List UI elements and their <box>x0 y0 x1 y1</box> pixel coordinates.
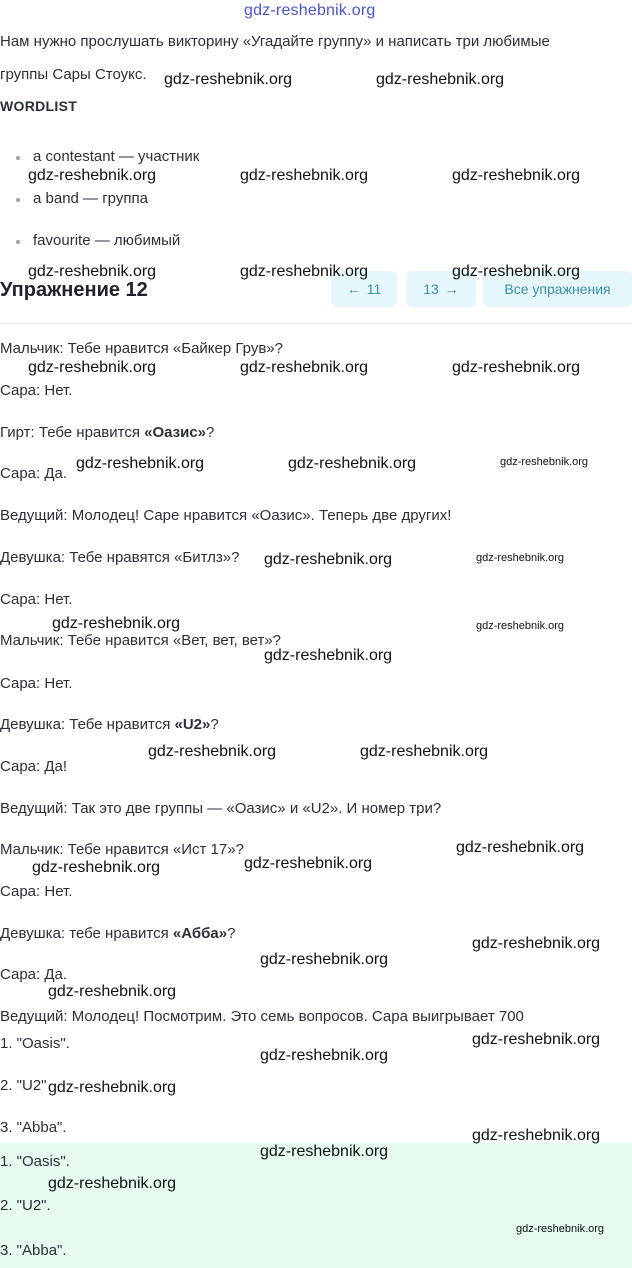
watermark: gdz-reshebnik.org <box>28 263 157 280</box>
watermark: gdz-reshebnik.org <box>240 359 369 376</box>
dialogue-line: 1. "Oasis". <box>0 1035 70 1052</box>
dialogue-line: 3. "Abba". <box>0 1119 67 1136</box>
dialogue-line: Девушка: тебе нравится «Абба»? <box>0 925 236 942</box>
answer-box <box>0 1143 632 1268</box>
watermark: gdz-reshebnik.org <box>164 71 293 88</box>
bullet-icon <box>16 198 20 202</box>
watermark: gdz-reshebnik.org <box>360 743 489 760</box>
intro-line-2: группы Сары Стоукс. <box>0 66 147 83</box>
dialogue-line: Мальчик: Тебе нравится «Байкер Грув»? <box>0 340 283 357</box>
divider <box>0 323 632 324</box>
watermark: gdz-reshebnik.org <box>264 551 393 568</box>
watermark: gdz-reshebnik.org <box>48 1175 177 1192</box>
watermark: gdz-reshebnik.org <box>148 743 277 760</box>
answer-line: 3. "Abba". <box>0 1242 67 1259</box>
wordlist-title: WORDLIST <box>0 98 78 114</box>
dialogue-line: Мальчик: Тебе нравится «Ист 17»? <box>0 841 244 858</box>
dialogue-line: Сара: Да. <box>0 465 68 482</box>
dialogue-line: Ведущий: Молодец! Саре нравится «Оазис». Теперь две других! <box>0 507 452 524</box>
watermark: gdz-reshebnik.org <box>516 1223 605 1235</box>
dialogue-line: Гирт: Тебе нравится «Оазис»? <box>0 424 215 441</box>
intro-line-1: Нам нужно прослушать викторину «Угадайте группу» и написать три любимые <box>0 33 550 50</box>
wordlist-item: a contestant — участник <box>33 148 200 165</box>
watermark: gdz-reshebnik.org <box>48 1079 177 1096</box>
watermark: gdz-reshebnik.org <box>452 263 581 280</box>
watermark: gdz-reshebnik.org <box>52 615 181 632</box>
watermark: gdz-reshebnik.org <box>452 359 581 376</box>
watermark: gdz-reshebnik.org <box>452 167 581 184</box>
dialogue-line: Сара: Нет. <box>0 591 73 608</box>
watermark: gdz-reshebnik.org <box>376 71 505 88</box>
watermark: gdz-reshebnik.org <box>476 620 565 632</box>
dialogue-line: Сара: Нет. <box>0 883 73 900</box>
dialogue-line: 2. "U2" <box>0 1077 47 1094</box>
watermark: gdz-reshebnik.org <box>500 456 589 468</box>
watermark: gdz-reshebnik.org <box>240 263 369 280</box>
watermark: gdz-reshebnik.org <box>288 455 417 472</box>
watermark: gdz-reshebnik.org <box>264 647 393 664</box>
watermark: gdz-reshebnik.org <box>472 1031 601 1048</box>
all-exercises-label: Все упражнения <box>504 281 611 297</box>
watermark: gdz-reshebnik.org <box>244 855 373 872</box>
watermark: gdz-reshebnik.org <box>48 983 177 1000</box>
watermark: gdz-reshebnik.org <box>260 951 389 968</box>
dialogue-line: Сара: Нет. <box>0 382 73 399</box>
bullet-icon <box>16 240 20 244</box>
watermark: gdz-reshebnik.org <box>260 1143 389 1160</box>
dialogue-line: Мальчик: Тебе нравится «Вет, вет, вет»? <box>0 632 282 649</box>
watermark: gdz-reshebnik.org <box>476 552 565 564</box>
answer-line: 2. "U2". <box>0 1197 51 1214</box>
answer-line: 1. "Oasis". <box>0 1153 70 1170</box>
watermark: gdz-reshebnik.org <box>28 167 157 184</box>
dialogue-line: Сара: Да! <box>0 758 68 775</box>
dialogue-line: Ведущий: Так это две группы — «Оазис» и «U2». И номер три? <box>0 800 442 817</box>
watermark-top: gdz-reshebnik.org <box>244 2 376 19</box>
dialogue-line: Девушка: Тебе нравятся «Битлз»? <box>0 549 240 566</box>
watermark: gdz-reshebnik.org <box>76 455 205 472</box>
watermark: gdz-reshebnik.org <box>472 1127 601 1144</box>
arrow-left-icon: ← <box>346 281 361 297</box>
dialogue-line: Девушка: Тебе нравится «U2»? <box>0 716 219 733</box>
watermark: gdz-reshebnik.org <box>28 359 157 376</box>
dialogue-line: Ведущий: Молодец! Посмотрим. Это семь вопросов. Сара выигрывает 700 <box>0 1008 524 1025</box>
arrow-right-icon: → <box>444 281 459 297</box>
watermark: gdz-reshebnik.org <box>32 859 161 876</box>
exercise-title: Упражнение 12 <box>0 279 148 301</box>
dialogue-line: Сара: Нет. <box>0 675 73 692</box>
dialogue-line: Сара: Да. <box>0 966 68 983</box>
bullet-icon <box>16 156 20 160</box>
wordlist-item: a band — группа <box>33 190 148 207</box>
watermark: gdz-reshebnik.org <box>240 167 369 184</box>
wordlist-item: favourite — любимый <box>33 232 181 249</box>
watermark: gdz-reshebnik.org <box>472 935 601 952</box>
watermark: gdz-reshebnik.org <box>456 839 585 856</box>
watermark: gdz-reshebnik.org <box>260 1047 389 1064</box>
next-exercise-label: 13 <box>423 281 439 297</box>
prev-exercise-label: 11 <box>366 281 382 297</box>
